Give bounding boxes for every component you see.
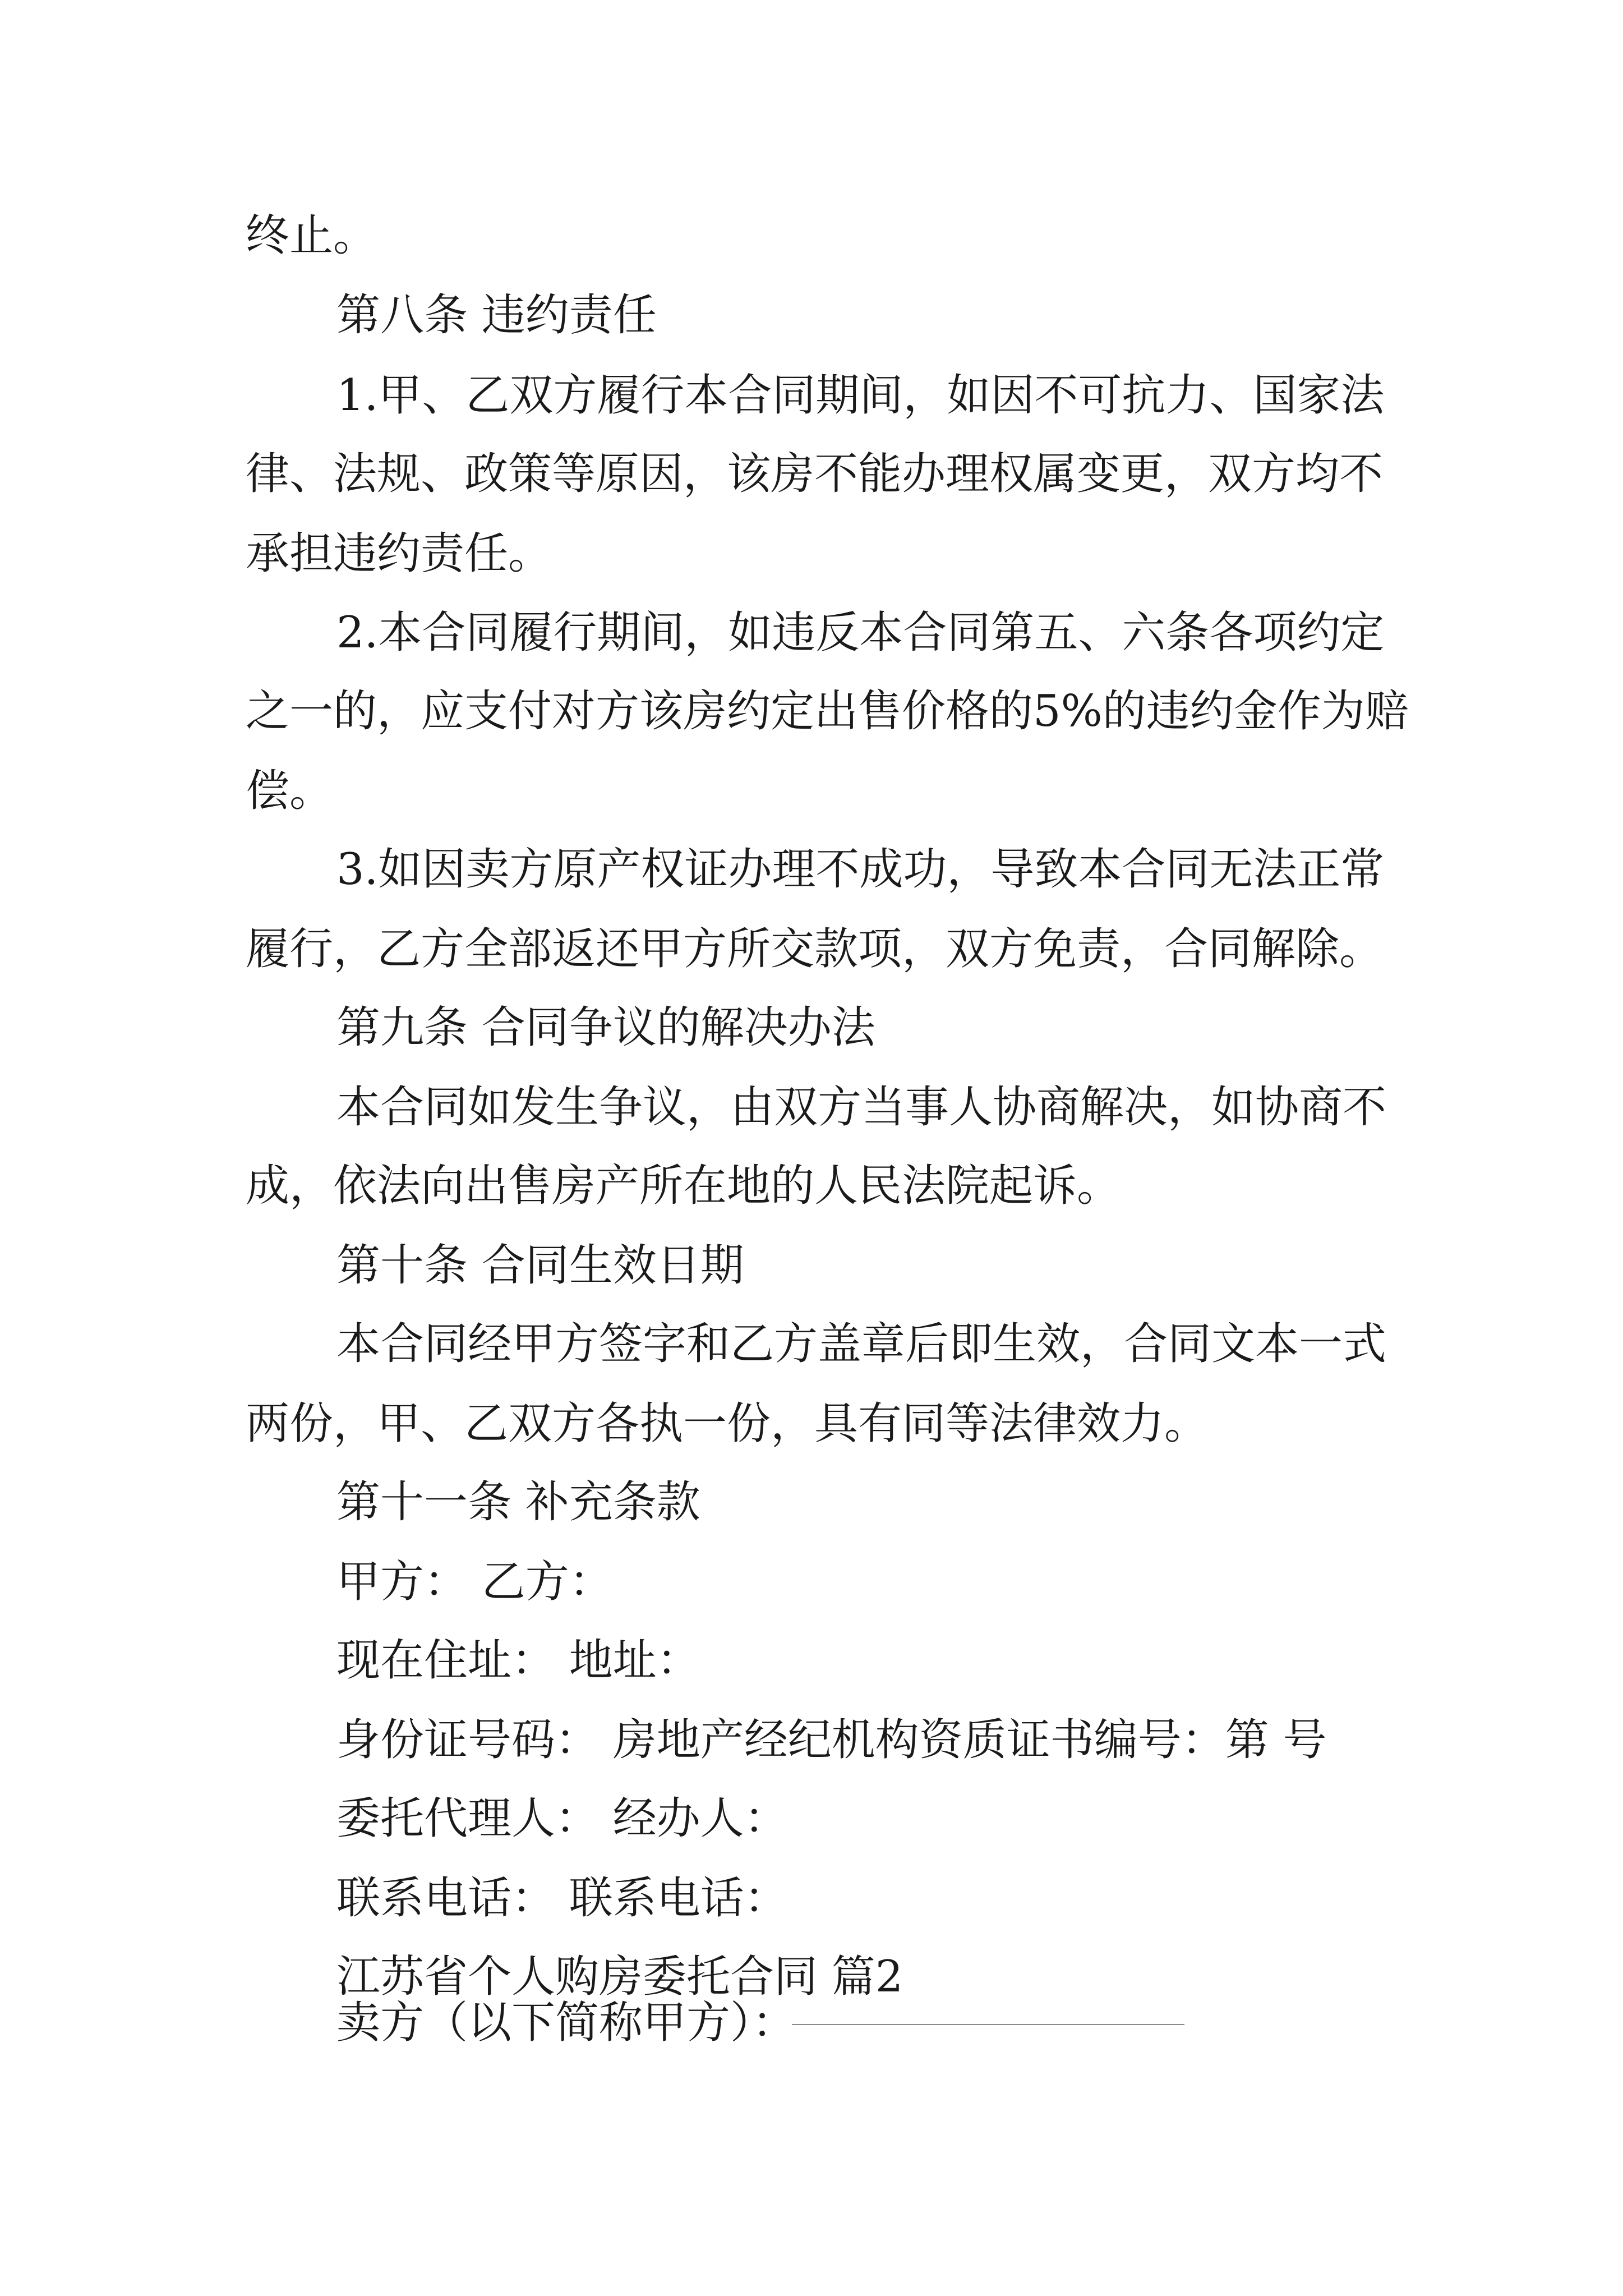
text-line: 终止。 bbox=[246, 210, 377, 261]
document-title: 江苏省个人购房委托合同 篇2 bbox=[336, 1952, 903, 2002]
signature-field-line: 身份证号码： 房地产经纪机构资质证书编号：第 号 bbox=[336, 1715, 1327, 1765]
section-heading: 第十条 合同生效日期 bbox=[336, 1240, 744, 1291]
text-line: 本合同经甲方签字和乙方盖章后即生效，合同文本一式 bbox=[336, 1319, 1387, 1369]
text-line: 成，依法向出售房产所在地的人民法院起诉。 bbox=[246, 1161, 1121, 1211]
text-line: 两份，甲、乙双方各执一份，具有同等法律效力。 bbox=[246, 1398, 1209, 1449]
text-line: 履行，乙方全部返还甲方所交款项，双方免责，合同解除。 bbox=[246, 924, 1384, 974]
text-line: 之一的，应支付对方该房约定出售价格的5%的违约金作为赔 bbox=[246, 686, 1409, 737]
signature-field-line: 甲方： 乙方： bbox=[336, 1557, 613, 1607]
text-line: 3.如因卖方原产权证办理不成功，导致本合同无法正常 bbox=[336, 844, 1385, 895]
text-line: 1.甲、乙双方履行本合同期间，如因不可抗力、国家法 bbox=[336, 370, 1385, 421]
section-heading: 第十一条 补充条款 bbox=[336, 1477, 700, 1527]
section-heading: 第九条 合同争议的解决办法 bbox=[336, 1002, 875, 1053]
seller-label: 卖方（以下简称甲方）： bbox=[336, 1998, 796, 2048]
text-line: 律、法规、政策等原因，该房不能办理权属变更，双方均不 bbox=[246, 449, 1384, 499]
fill-in-blank-underline bbox=[792, 2024, 1184, 2025]
text-line: 本合同如发生争议，由双方当事人协商解决，如协商不 bbox=[336, 1082, 1387, 1133]
signature-field-line: 联系电话： 联系电话： bbox=[336, 1873, 788, 1924]
text-line: 承担违约责任。 bbox=[246, 528, 552, 579]
text-line: 2.本合同履行期间，如违反本合同第五、六条各项约定 bbox=[336, 608, 1385, 658]
signature-field-line: 现在住址： 地址： bbox=[336, 1635, 700, 1686]
text-line: 偿。 bbox=[246, 766, 334, 816]
signature-field-line: 委托代理人： 经办人： bbox=[336, 1793, 788, 1844]
section-heading: 第八条 违约责任 bbox=[336, 290, 657, 341]
